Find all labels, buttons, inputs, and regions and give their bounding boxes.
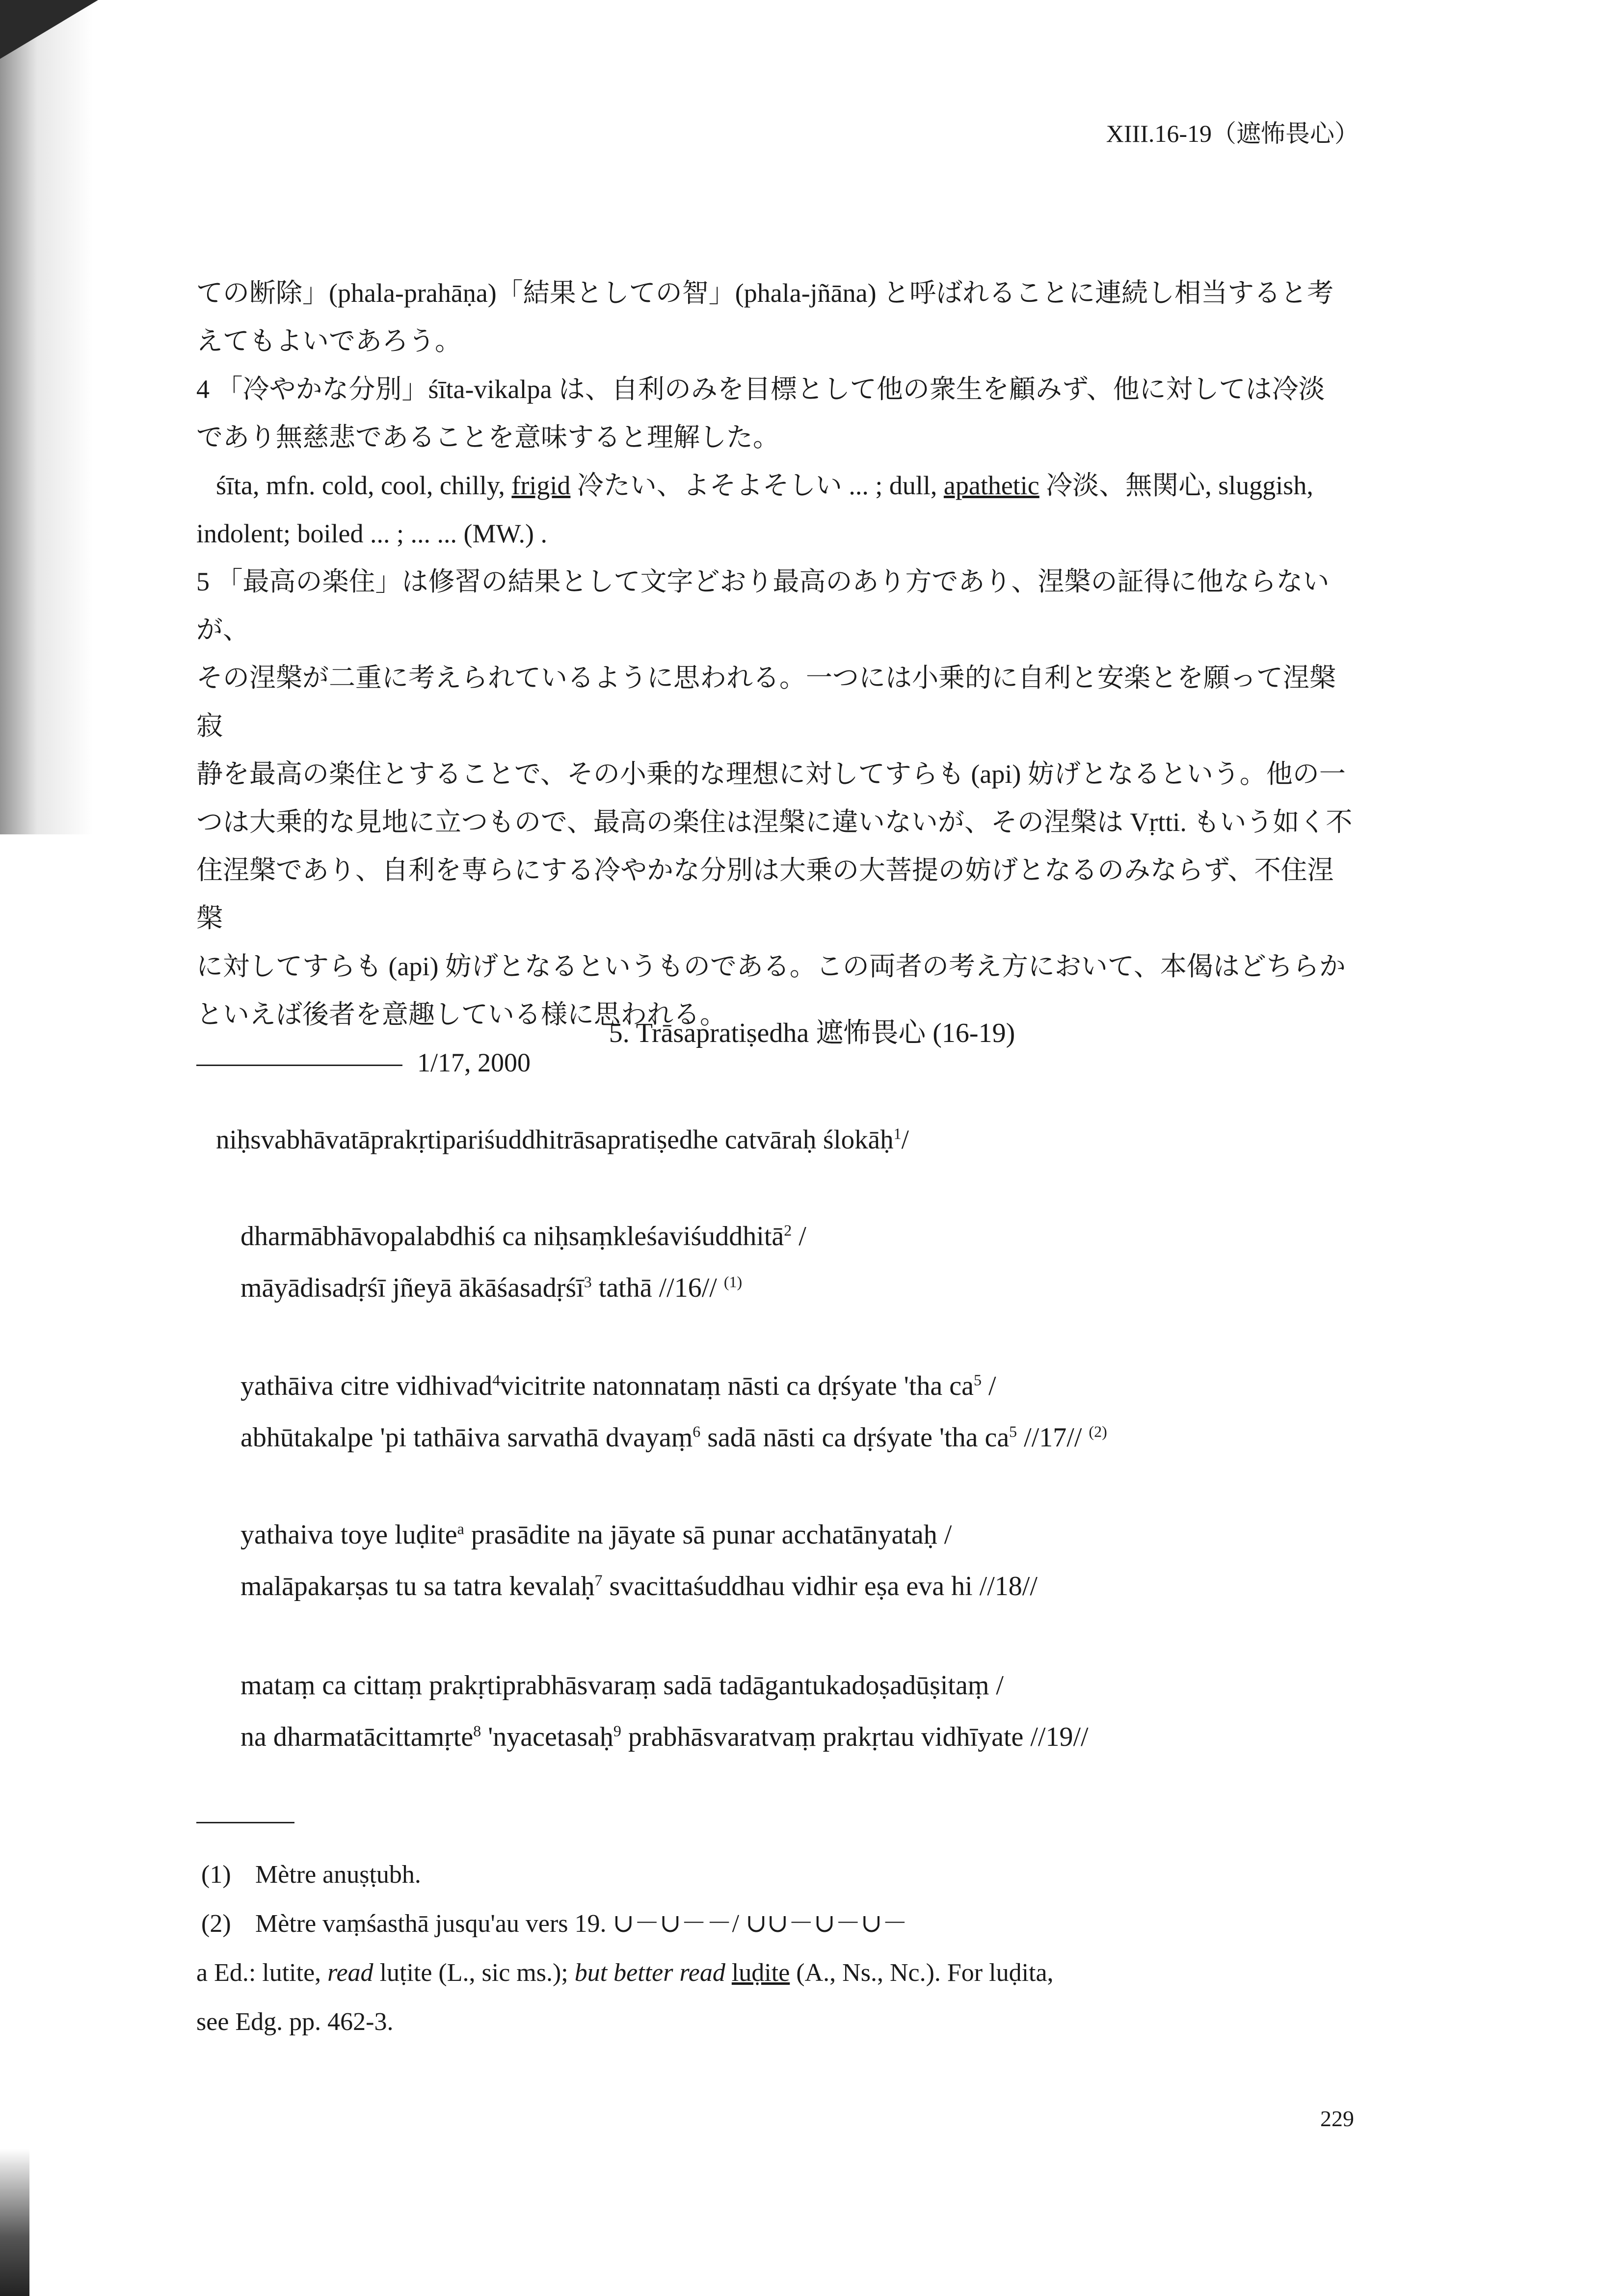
note-4-line: であり無慈悲であることを意味すると理解した。 <box>196 423 779 452</box>
footnote-a-cont: see Edg. pp. 462-3. <box>196 2008 394 2036</box>
footnote-ref: 6 <box>692 1422 701 1441</box>
scan-corner <box>0 0 98 59</box>
footnote-a: a Ed.: lutite, read luṭite (L., sic ms.); but better read luḍite (A., Ns., Nc.). For luḍita, <box>196 1959 1054 1987</box>
verse-18-line-2: malāpakarṣas tu sa tatra kevalaḥ$^7$ svacittaśuddhau vidhir eṣa eva hi //18// <box>240 1571 1038 1602</box>
verse-16-line-1: dharmābhāvopalabdhiś ca niḥsaṃkleśaviśuddhitā$^2$ / <box>240 1221 806 1252</box>
verse-19-line-1: mataṃ ca cittaṃ prakṛtiprabhāsvaraṃ sadā tadāgantukadoṣadūṣitaṃ / <box>240 1670 1004 1701</box>
footnote-ref: 2 <box>784 1221 792 1239</box>
footnote-ref: 5 <box>1009 1422 1017 1441</box>
metre-ref: (1) <box>723 1273 743 1291</box>
footnote-2: (2) Mètre vaṃśasthā jusqu'au vers 19. ∪－∪－－/ ∪∪－∪－∪－ <box>201 1910 908 1938</box>
footnotes <box>196 1850 1355 2047</box>
note-5-line: 5 「最高の楽住」は修習の結果として文字どおり最高のあり方であり、涅槃の証得に他ならないが、 <box>196 567 1330 644</box>
footnote-ref: 9 <box>613 1722 621 1740</box>
footnote-rule <box>196 1822 294 1823</box>
verse-19-line-2: na dharmatācittamṛte$^8$ 'nyacetasaḥ$^9$ prabhāsvaratvaṃ prakṛtau vidhīyate //19// <box>240 1722 1089 1752</box>
intro-line: niḥsvabhāvatāprakṛtipariśuddhitrāsapratiṣedhe catvāraḥ ślokāḥ$^1$/ <box>216 1124 909 1154</box>
note-5-line: といえば後者を意趣している様に思われる。 <box>196 1000 726 1029</box>
footnote-1: (1) Mètre anuṣṭubh. <box>201 1861 421 1889</box>
mw-definition-cont: indolent; boiled ... ; ... ... (MW.) . <box>196 519 547 548</box>
footnote-ref: 3 <box>584 1273 592 1291</box>
footnote-ref: 1 <box>893 1124 902 1143</box>
page-number: 229 <box>1320 2106 1354 2131</box>
metre-ref: (2) <box>1089 1422 1107 1441</box>
footnote-ref: 5 <box>973 1371 982 1389</box>
date: 1/17, 2000 <box>417 1048 531 1077</box>
mw-definition: śīta, mfn. cold, cool, chilly, frigid 冷たい、よそよそしい ... ; dull, apathetic 冷淡、無関心, sluggish, <box>216 471 1313 500</box>
note-5-line: 住涅槃であり、自利を専らにする冷やかな分別は大乗の大菩提の妨げとなるのみならず、不住涅槃 <box>196 855 1334 933</box>
underlined-word: luḍite <box>731 1959 790 1987</box>
note-5-line: に対してすらも (api) 妨げとなるというものである。この両者の考え方において、本偈はどちらか <box>196 952 1346 981</box>
commentary-block <box>196 269 1355 1087</box>
running-head: XIII.16-19（遮怖畏心） <box>1106 120 1359 147</box>
underlined-word: frigid <box>511 471 571 500</box>
footnote-ref: 7 <box>594 1571 603 1589</box>
note-5-line: つは大乗的な見地に立つもので、最高の楽住は涅槃に違いないが、その涅槃は Vṛtti. もいう如く不 <box>196 807 1353 837</box>
note-5-line: その涅槃が二重に考えられているように思われる。一つには小乗的に自利と安楽とを願って涅槃寂 <box>196 663 1336 741</box>
verse-17-line-2: abhūtakalpe 'pi tathāiva sarvathā dvayaṃ$^6$ sadā nāsti ca dṛśyate 'tha $ca^5$ //17// $^{(2)}$ <box>240 1422 1107 1453</box>
text-line: ての断除」(phala-prahāṇa)「結果としての智」(phala-jñāna) と呼ばれることに連続し相当すると考 <box>196 278 1334 308</box>
footnote-ref: 4 <box>492 1371 501 1389</box>
underlined-word: apathetic <box>943 471 1039 500</box>
date-rule <box>196 1065 402 1066</box>
footnote-ref: 8 <box>473 1722 481 1740</box>
footnote-ref: a <box>457 1520 464 1538</box>
verse-16-line-2: māyādisadṛśī jñeyā ākāśasadṛśī$^3$ tathā //16// $^{(1)}$ <box>240 1273 743 1303</box>
scan-shadow <box>0 0 93 834</box>
note-5-line: 静を最高の楽住とすることで、その小乗的な理想に対してすらも (api) 妨げとなるという。他の一 <box>196 759 1346 789</box>
scan-shadow-bottom <box>0 2149 29 2296</box>
verse-17-line-1: yathāiva citre vidhivad$^4$vicitrite natonnataṃ nāsti ca dṛśyate 'tha $ca^5$ / <box>240 1371 996 1401</box>
text-line: えてもよいであろう。 <box>196 326 461 356</box>
section-heading: 5. Trāsapratiṣedha 遮怖畏心 (16-19) <box>609 1018 1015 1048</box>
note-4-line: 4 「冷やかな分別」śīta-vikalpa は、自利のみを目標として他の衆生を顧みず、他に対しては冷淡 <box>196 374 1325 404</box>
verse-18-line-1: yathaiva toye luḍite$^a$ prasādite na jāyate sā punar acchatānyataḥ / <box>240 1520 952 1550</box>
